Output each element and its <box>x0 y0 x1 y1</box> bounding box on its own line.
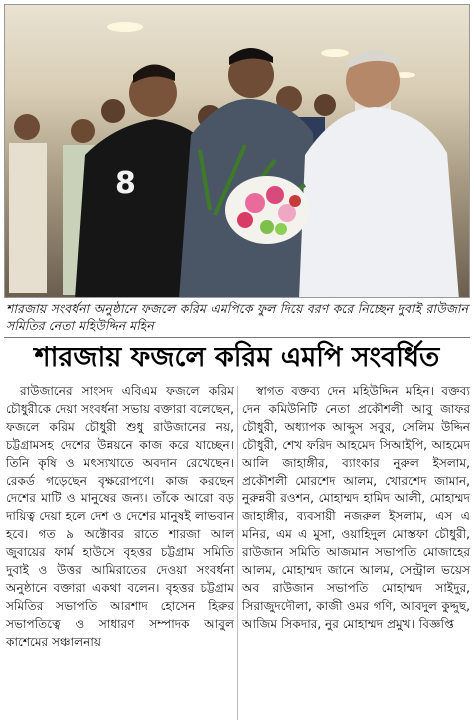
column-divider <box>237 386 238 720</box>
svg-text:8: 8 <box>115 166 136 201</box>
photo-caption: শারজায় সংবর্ধনা অনুষ্ঠানে ফজলে করিম এমপিকে ফুল দিয়ে বরণ করে নিচ্ছেন দুবাই রাউজান সমিতির নেতা মহিউদ্দিন মহিন <box>6 301 468 333</box>
article-column-right <box>242 383 470 634</box>
article-paragraph: স্বাগত বক্তব্য দেন মহিউদ্দিন মহিন। বক্তব্য দেন কমিউনিটি নেতা প্রকৌশলী আবু জাফর চৌধুরী, অধ্যাপক আব্দুস সবুর, সেলিম উদ্দিন চৌধুরী, শেখ ফরিদ আহমেদ সিআইপি, আহমেদ আলি জাহাঙ্গীর, ব্যাংকার নুরুল ইসলাম, প্রকৌশলী মোরশেদ আলম, খোরশেদ জামান, নুরুন্নবী রওশন, মোহাম্মদ হামিদ আলী, মোহাম্মদ জাহাঙ্গীর, ব্যবসায়ী নজরুল ইসলাম, এস এ মনির, এম এ মুসা, ওয়াহিদুল মোস্তফা চৌধুরী, রাউজান সমিতি আজমান সভাপতি মোজাহের আলম, মোহাম্মদ জানে আলম, সেন্ট্রাল ভয়েস অব রাউজান সভাপতি মোহাম্মদ সাইদুর, সিরাজুদদৌলা, কাজী ওমর গণি, আবদুল কুদ্দুছ, আজিম সিকদার, নুর মোহাম্মদ প্রমুখ। বিজ্ঞপ্তি <box>242 384 470 631</box>
headline: শারজায় ফজলে করিম এমপি সংবর্ধিত <box>34 342 440 373</box>
article-paragraph: রাউজানের সাংসদ এবিএম ফজলে করিম চৌধুরীকে দেয়া সংবর্ধনা সভায় বক্তারা বলেছেন, ফজলে করিম চৌধুরী শুধু রাউজানের নয়, চট্টগ্রামসহ দেশের উন্নয়নে কাজ করে যাচ্ছেন। তিনি কৃষি ও মৎস্যখাতে অবদান রেখেছেন। রেকর্ড গড়েছেন বৃক্ষরোপণে। কাজ করছেন দেশের মাটি ও মানুষের জন্য। তাঁকে আরো বড় দায়িত্ব দেয়া হলে দেশ ও দেশের মানুষই লাভবান হবে। গত ৯ অক্টোবর রাতে শারজা আল জুবায়ের ফার্ম হাউসে বৃহত্তর চট্টগ্রাম সমিতি দুবাই ও উত্তর আমিরাতের দেওয়া সংবর্ধনা অনুষ্ঠানে বক্তারা একথা বলেন। বৃহত্তর চট্টগ্রাম সমিতির সভাপতি আরশাদ হোসেন হিরুর সভাপতিত্বে ও সাধারণ সম্পাদক আবুল কাশেমের সঞ্চালনায় <box>6 384 234 649</box>
news-photo <box>4 4 470 298</box>
article-column-left <box>6 383 234 652</box>
caption-divider <box>4 337 470 338</box>
photo-illustration <box>5 5 470 298</box>
